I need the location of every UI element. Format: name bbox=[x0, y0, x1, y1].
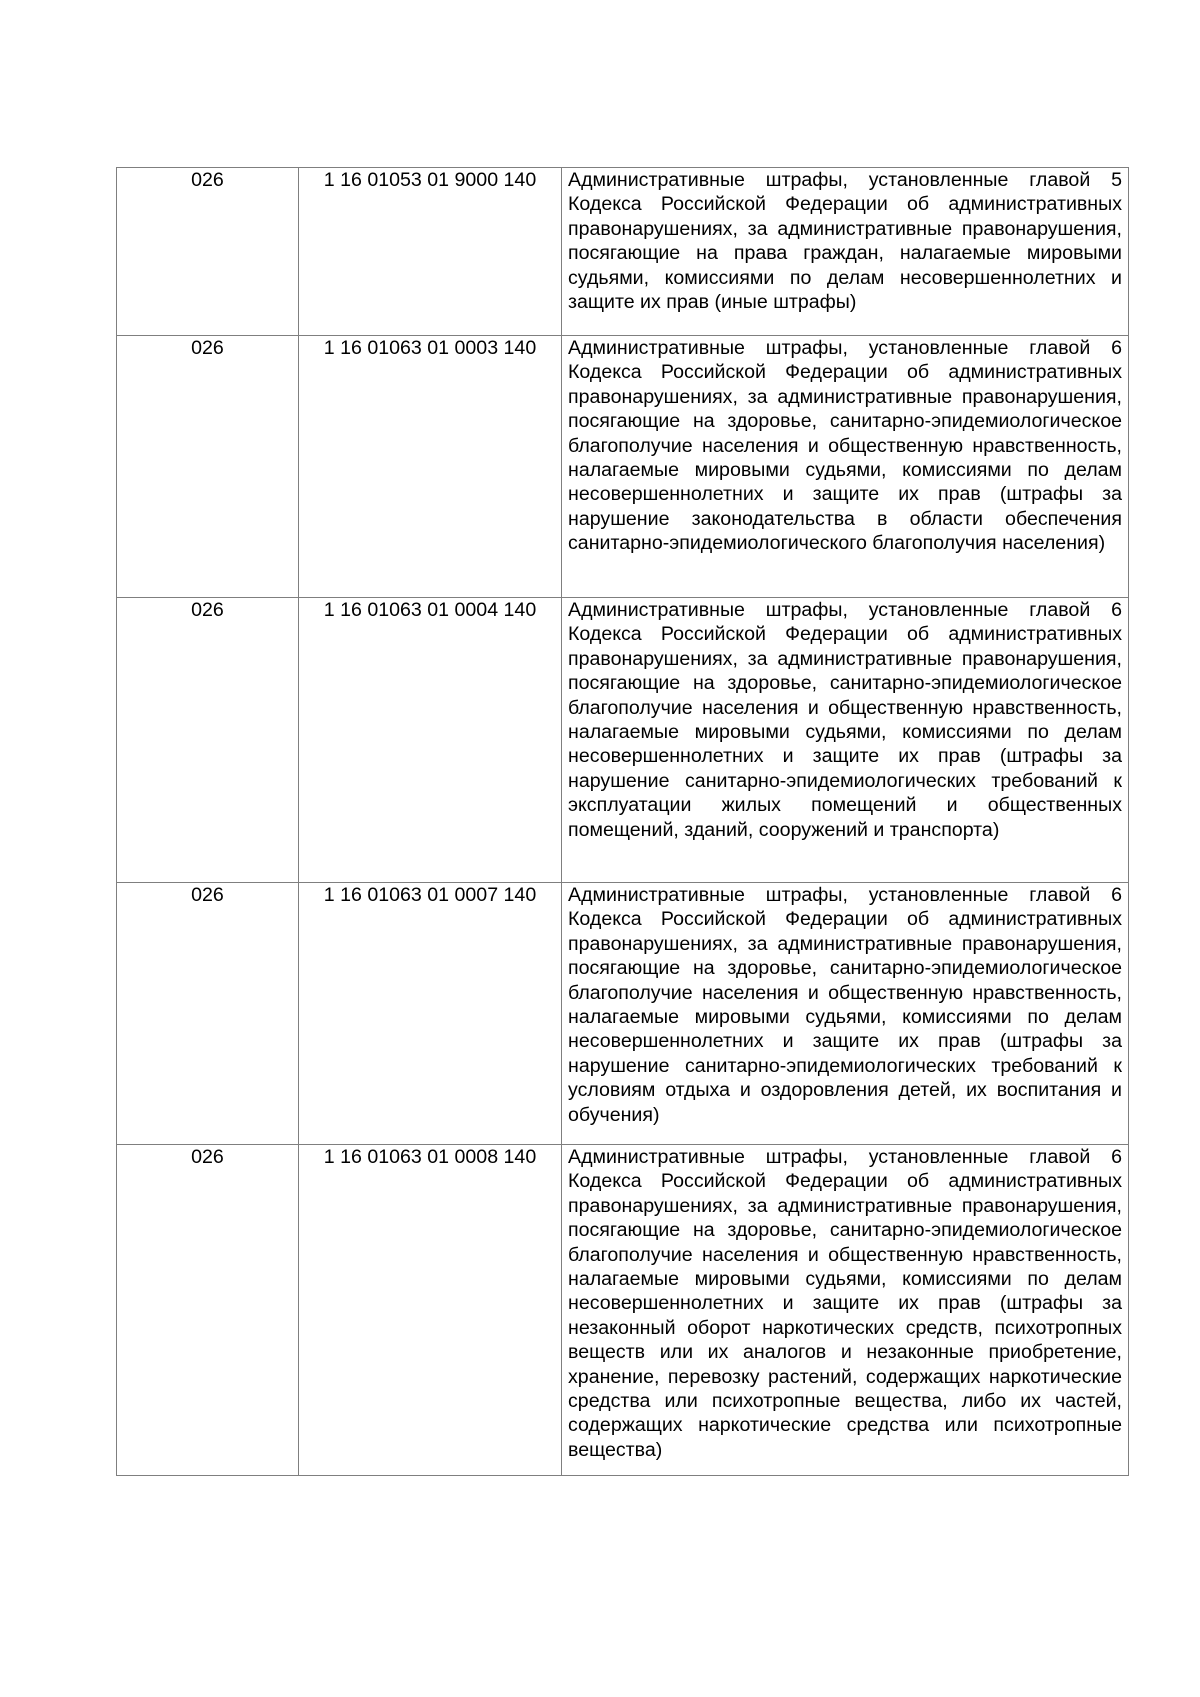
kbk-code: 1 16 01063 01 0004 140 bbox=[323, 599, 537, 621]
admin-code-cell bbox=[117, 598, 299, 883]
admin-code: 026 bbox=[191, 599, 224, 621]
description-cell bbox=[562, 598, 1129, 883]
table-row bbox=[117, 336, 1129, 598]
description-cell bbox=[562, 1145, 1129, 1476]
admin-code-cell bbox=[117, 1145, 299, 1476]
kbk-code: 1 16 01053 01 9000 140 bbox=[323, 169, 537, 191]
table-row bbox=[117, 598, 1129, 883]
admin-code: 026 bbox=[191, 337, 224, 359]
table-row bbox=[117, 883, 1129, 1145]
description-text: Административные штрафы, установленные главой 5 Кодекса Российской Федерации об административных правонарушениях, за административные правонарушения, посягающие на права граждан, налагаемые мировыми судьями, комиссиями по делам несовершеннолетних и защите их прав (иные штрафы) bbox=[568, 169, 1122, 314]
kbk-code-cell bbox=[299, 168, 562, 336]
description-cell bbox=[562, 336, 1129, 598]
kbk-code-cell bbox=[299, 1145, 562, 1476]
kbk-code-cell bbox=[299, 883, 562, 1145]
kbk-code: 1 16 01063 01 0007 140 bbox=[323, 884, 537, 906]
admin-code: 026 bbox=[191, 169, 224, 191]
admin-code: 026 bbox=[191, 884, 224, 906]
description-cell bbox=[562, 168, 1129, 336]
description-text: Административные штрафы, установленные главой 6 Кодекса Российской Федерации об административных правонарушениях, за административные правонарушения, посягающие на здоровье, санитарно-эпидемиологическое благополучие населения и общественную нравственность, налагаемые мировыми судьями, комиссиями по делам несовершеннолетних и защите их прав (штрафы за нарушение санитарно-эпидемиологических требований к эксплуатации жилых помещений и общественных помещений, зданий, сооружений и транспорта) bbox=[568, 599, 1122, 841]
kbk-code: 1 16 01063 01 0008 140 bbox=[323, 1146, 537, 1168]
description-text: Административные штрафы, установленные главой 6 Кодекса Российской Федерации об административных правонарушениях, за административные правонарушения, посягающие на здоровье, санитарно-эпидемиологическое благополучие населения и общественную нравственность, налагаемые мировыми судьями, комиссиями по делам несовершеннолетних и защите их прав (штрафы за нарушение законодательства в области обеспечения санитарно-эпидемиологического благополучия населения) bbox=[568, 337, 1122, 555]
admin-code-cell bbox=[117, 883, 299, 1145]
kbk-code-cell bbox=[299, 598, 562, 883]
kbk-code: 1 16 01063 01 0003 140 bbox=[323, 337, 537, 359]
description-text: Административные штрафы, установленные главой 6 Кодекса Российской Федерации об административных правонарушениях, за административные правонарушения, посягающие на здоровье, санитарно-эпидемиологическое благополучие населения и общественную нравственность, налагаемые мировыми судьями, комиссиями по делам несовершеннолетних и защите их прав (штрафы за незаконный оборот наркотических средств, психотропных веществ или их аналогов и незаконные приобретение, хранение, перевозку растений, содержащих наркотические средства или психотропные вещества, либо их частей, содержащих наркотические средства или психотропные вещества) bbox=[568, 1146, 1122, 1461]
kbk-code-cell bbox=[299, 336, 562, 598]
budget-codes-table bbox=[116, 167, 1129, 1476]
description-text: Административные штрафы, установленные главой 6 Кодекса Российской Федерации об административных правонарушениях, за административные правонарушения, посягающие на здоровье, санитарно-эпидемиологическое благополучие населения и общественную нравственность, налагаемые мировыми судьями, комиссиями по делам несовершеннолетних и защите их прав (штрафы за нарушение санитарно-эпидемиологических требований к условиям отдыха и оздоровления детей, их воспитания и обучения) bbox=[568, 884, 1122, 1126]
table-row bbox=[117, 168, 1129, 336]
admin-code: 026 bbox=[191, 1146, 224, 1168]
table-row bbox=[117, 1145, 1129, 1476]
description-cell bbox=[562, 883, 1129, 1145]
admin-code-cell bbox=[117, 336, 299, 598]
admin-code-cell bbox=[117, 168, 299, 336]
